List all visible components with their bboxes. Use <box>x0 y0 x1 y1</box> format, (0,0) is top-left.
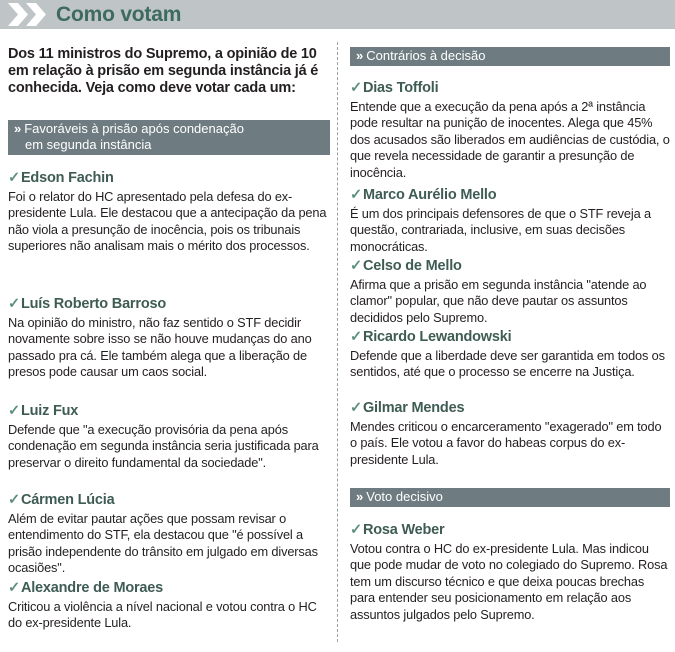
minister-opinion: Entende que a execução da pena após a 2ª instância pode resultar na punição de inocentes. Alega que 45% dos acusados são liberados em audiências de custódia, o que revela necessidade de garantir a presunção de inocência. <box>350 99 670 180</box>
section-arrow-icon: » <box>356 48 364 63</box>
minister-name: Gilmar Mendes <box>362 400 465 416</box>
minister-name: Cármen Lúcia <box>20 492 115 508</box>
section-favoraveis <box>8 120 330 155</box>
minister-name: Alexandre de Moraes <box>20 580 164 596</box>
entry-edson-fachin <box>8 170 330 255</box>
minister-opinion: Afirma que a prisão em segunda instância "atende ao clamor" popular, que não deve pautar os assuntos decididos pelo Supremo. <box>350 277 647 325</box>
minister-opinion: É um dos principais defensores de que o STF reveja a questão, contrariada, inclusive, em suas decisões monocráticas. <box>350 206 651 254</box>
section-decisivo-label: Voto decisivo <box>366 489 443 504</box>
page-title: Como votam <box>56 3 182 26</box>
double-chevron-right-icon <box>6 3 50 26</box>
section-arrow-icon: » <box>356 489 364 504</box>
minister-opinion: Criticou a violência a nível nacional e votou contra o HC do ex-presidente Lula. <box>8 599 317 631</box>
entry-alexandre-de-moraes <box>8 580 330 632</box>
minister-opinion: Foi o relator do HC apresentado pela defesa do ex-presidente Lula. Ele destacou que a antecipação da pena não viola a presunção de inocência, pois os tribunais superiores não analisam mais o mérito dos processos. <box>8 189 327 254</box>
minister-opinion: Votou contra o HC do ex-presidente Lula. Mas indicou que pode mudar de voto no colegiado do Supremo. Rosa tem um discurso técnico e que deixa poucas brechas para entender seu posicionamento em relação aos assuntos julgados pelo Supremo. <box>350 541 668 622</box>
minister-opinion: Defende que a liberdade deve ser garantida em todos os sentidos, até que o processo se encerre na Justiça. <box>350 348 665 380</box>
check-icon: ✓ <box>350 400 362 416</box>
check-icon: ✓ <box>8 170 20 186</box>
check-icon: ✓ <box>350 187 362 203</box>
minister-opinion: Além de evitar pautar ações que possam revisar o entendimento do STF, ela destacou que "é possível a prisão independente do trânsito em julgado em diversas ocasiões". <box>8 511 318 576</box>
entry-rosa-weber <box>350 522 670 623</box>
entry-ricardo-lewandowski <box>350 329 670 381</box>
intro-text: Dos 11 ministros do Supremo, a opinião de 10 em relação à prisão em segunda instância já é conhecida. Veja como deve votar cada um: <box>8 46 319 96</box>
check-icon: ✓ <box>350 80 362 96</box>
entry-luiz-fux <box>8 403 330 471</box>
minister-name: Rosa Weber <box>362 522 445 538</box>
entry-celso-de-mello <box>350 258 670 326</box>
entry-marco-aurelio-mello <box>350 187 670 255</box>
section-contrarios <box>350 47 670 66</box>
check-icon: ✓ <box>8 492 20 508</box>
entry-luis-roberto-barroso <box>8 296 330 381</box>
check-icon: ✓ <box>350 522 362 538</box>
minister-name: Ricardo Lewandowski <box>362 329 512 345</box>
minister-name: Celso de Mello <box>362 258 462 274</box>
check-icon: ✓ <box>350 329 362 345</box>
minister-opinion: Defende que "a execução provisória da pena após condenação em segunda instância seria justificada para preservar o direito fundamental da sociedade". <box>8 422 319 470</box>
column-divider <box>337 42 338 642</box>
section-contrarios-label: Contrários à decisão <box>366 48 486 63</box>
minister-name: Marco Aurélio Mello <box>362 187 497 203</box>
header-bar <box>0 0 675 29</box>
minister-name: Dias Toffoli <box>362 80 439 96</box>
minister-name: Luís Roberto Barroso <box>20 296 166 312</box>
minister-name: Edson Fachin <box>20 170 114 186</box>
section-favoraveis-label-1: Favoráveis à prisão após condenação <box>24 121 244 136</box>
check-icon: ✓ <box>8 403 20 419</box>
entry-dias-toffoli <box>350 80 670 181</box>
section-voto-decisivo <box>350 488 670 507</box>
check-icon: ✓ <box>8 296 20 312</box>
entry-gilmar-mendes <box>350 400 670 468</box>
section-arrow-icon: » <box>14 121 22 136</box>
minister-name: Luiz Fux <box>20 403 79 419</box>
minister-opinion: Mendes criticou o encarceramento "exagerado" em todo o país. Ele votou a favor do habeas corpus do ex-presidente Lula. <box>350 419 662 467</box>
check-icon: ✓ <box>350 258 362 274</box>
section-favoraveis-label-2: em segunda instância <box>25 137 152 152</box>
minister-opinion: Na opinião do ministro, não faz sentido o STF decidir novamente sobre isso se não houve mudanças do ano passado pra cá. Ele também alega que a liberação de presos pode causar um caos social. <box>8 315 312 380</box>
check-icon: ✓ <box>8 580 20 596</box>
entry-carmen-lucia <box>8 492 330 577</box>
